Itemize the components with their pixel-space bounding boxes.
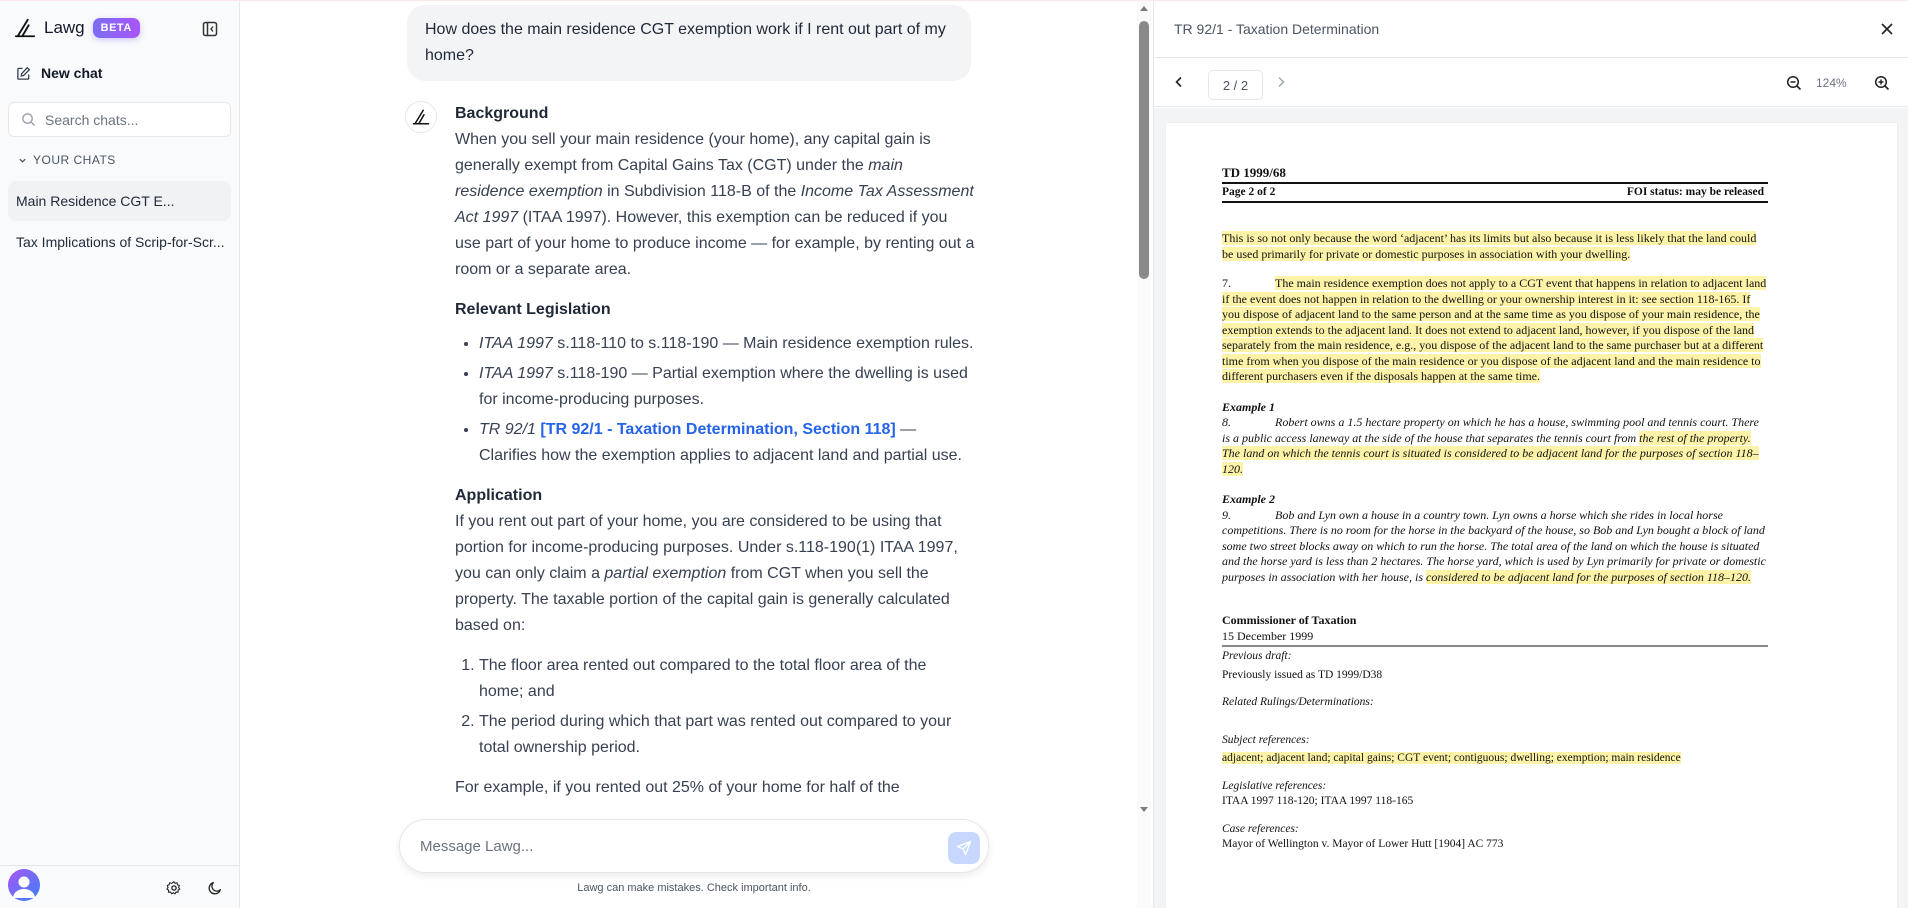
text: from CGT when you sell the property. The taxable portion of the capital gain is generally calculated based on: (455, 565, 950, 634)
legislation-item (479, 417, 975, 469)
doc-paragraph-8 (1222, 415, 1768, 477)
previous-draft: Previously issued as TD 1999/D38 (1222, 668, 1383, 681)
send-icon (956, 840, 972, 856)
new-chat-label: New chat (41, 65, 103, 81)
scroll-down-arrow-icon[interactable] (1140, 807, 1148, 812)
chat-item-title: Tax Implications of Scrip-for-Scr... (16, 234, 225, 250)
your-chats-toggle[interactable] (18, 153, 116, 167)
viewer-header (1154, 1, 1908, 58)
assistant-avatar (405, 101, 437, 133)
assistant-response (455, 101, 975, 815)
chat-item[interactable] (8, 222, 231, 262)
lawg-logo-icon (14, 17, 36, 39)
factor-item: 2. The period during which that part was rented out compared to your total ownership period. (479, 709, 975, 761)
subject-refs (1222, 751, 1768, 767)
scroll-thumb[interactable] (1139, 21, 1149, 279)
zoom-out-icon[interactable] (1786, 75, 1802, 91)
doc-paragraph (1222, 231, 1768, 262)
highlighted-text: This is so not only because the word ‘adjacent’ has its limits but also because it is less likely that the land could be used primarily for private or domestic purposes in association with your dwelling. (1222, 231, 1757, 261)
settings-gear-icon[interactable] (166, 880, 182, 896)
chat-area (240, 1, 1145, 908)
text: Bob and Lyn own a house in a country town. Lyn owns a horse which she rides in local horse competitions. There is no room for the horse in the backyard of the house, so Bob and Lyn bought a block of land some two street blocks away on which to run the horse. The total area of the land on which the house is situated and the horse yard is less than 2 hectares. The horse yard, which is used by Lyn primarily for private or domestic purposes in association with her house, is (1222, 507, 1766, 584)
legislation-item (479, 361, 975, 413)
close-icon[interactable] (1878, 20, 1896, 38)
emphasis: partial exemption (604, 565, 727, 582)
user-icon (8, 869, 40, 901)
chevron-down-icon (18, 156, 27, 165)
text: When you sell your main residence (your home), any capital gain is generally exempt from Capital Gains Tax (CGT) under the (455, 131, 931, 174)
chat-scrollbar[interactable] (1137, 1, 1151, 908)
legislative-refs-label: Legislative references: (1222, 779, 1327, 792)
document-page (1166, 123, 1897, 908)
legislation-list (455, 331, 975, 469)
doc-id: TD 1999/68 (1222, 165, 1768, 184)
search-chats-input[interactable] (45, 112, 215, 128)
act-name: ITAA 1997 (479, 365, 553, 382)
highlighted-text: adjacent; adjacent land; capital gains; CGT event; contiguous; dwelling; exemption; main residence (1222, 752, 1681, 764)
para-number: 8. (1222, 415, 1231, 429)
edit-icon (16, 66, 31, 81)
text: Robert owns a 1.5 hectare property on which he has a house, swimming pool and tennis court. There is a public access laneway at the side of the house that separates the tennis court from (1222, 415, 1759, 445)
application-paragraph (455, 509, 975, 639)
application-heading: Application (455, 487, 543, 504)
chat-item-title: Main Residence CGT E... (16, 193, 175, 209)
doc-paragraph-7 (1222, 276, 1768, 385)
new-chat-button[interactable] (16, 65, 102, 81)
scroll-up-arrow-icon[interactable] (1140, 6, 1148, 11)
factor-item: 1. The floor area rented out compared to the total floor area of the home; and (479, 653, 975, 705)
beta-badge: BETA (93, 18, 140, 38)
legislative-refs: ITAA 1997 118-120; ITAA 1997 118-165 (1222, 795, 1414, 807)
text: s.118-110 to s.118-190 — Main residence exemption rules. (552, 335, 974, 352)
foi-status: FOI status: may be released (1626, 185, 1764, 198)
emphasis: Income Tax Assessment Act 1997 (455, 183, 974, 226)
your-chats-label: YOUR CHATS (33, 153, 116, 167)
document-canvas[interactable] (1154, 108, 1908, 908)
para-number: 9. (1222, 507, 1231, 522)
moon-icon[interactable] (207, 880, 223, 896)
legislation-item (479, 331, 975, 357)
highlighted-text: The main residence exemption does not apply to a CGT event that happens in relation to adjacent land if the event does not happen in relation to the dwelling or your ownership interest in it: see section 118-165. If you dispose of adjacent land to the same person and at the same time as you dispose of your main residence, the exemption extends to the adjacent land. It does not extend to adjacent land, however, if you dispose of the land separately from the main residence, e.g., you dispose of the adjacent land to the same purchaser but at a different time from when you dispose of the main residence or you dispose of the adjacent land and the main residence to different purchasers even if the disposals happen at the same time. (1222, 276, 1767, 383)
case-refs-label: Case references: (1222, 822, 1299, 835)
doc-date: 15 December 1999 (1222, 628, 1314, 643)
background-heading: Background (455, 105, 549, 122)
app-name: Lawg (44, 18, 85, 37)
disclaimer: Lawg can make mistakes. Check important info. (577, 882, 811, 894)
factors-list (455, 653, 975, 761)
example-1-title: Example 1 (1222, 399, 1275, 414)
subject-refs-label: Subject references: (1222, 733, 1310, 746)
send-button[interactable] (948, 832, 980, 864)
collapse-sidebar-icon[interactable] (202, 21, 218, 37)
chevron-right-icon[interactable] (1274, 75, 1288, 89)
user-message: How does the main residence CGT exemption work if I rent out part of my home? (407, 5, 971, 81)
chevron-left-icon[interactable] (1172, 75, 1186, 89)
act-name: ITAA 1997 (479, 335, 553, 352)
signatory: Commissioner of Taxation (1222, 613, 1357, 627)
zoom-level: 124% (1816, 76, 1847, 90)
previous-draft-label: Previous draft: (1222, 650, 1292, 662)
citation-link[interactable]: [TR 92/1 - Taxation Determination, Section 118] (540, 421, 896, 438)
message-composer (399, 819, 989, 873)
text: s.118-190 — Partial exemption where the dwelling is used for income-producing purposes. (479, 365, 968, 408)
chat-item[interactable] (8, 181, 231, 221)
search-icon (21, 112, 36, 127)
viewer-toolbar (1154, 58, 1908, 107)
message-input[interactable] (420, 838, 920, 855)
para-number: 7. (1222, 276, 1231, 290)
related-rulings-label: Related Rulings/Determinations: (1222, 696, 1374, 708)
case-refs: Mayor of Wellington v. Mayor of Lower Hutt [1904] AC 773 (1222, 838, 1504, 850)
example-paragraph: For example, if you rented out 25% of your home for half of the (455, 779, 900, 796)
divider (1222, 645, 1768, 647)
text: — Clarifies how the exemption applies to adjacent land and partial use. (479, 421, 962, 464)
brand (14, 17, 140, 39)
zoom-in-icon[interactable] (1874, 75, 1890, 91)
example-2-title: Example 2 (1222, 492, 1275, 506)
search-box (8, 102, 231, 137)
background-paragraph (455, 127, 975, 283)
legislation-heading: Relevant Legislation (455, 301, 611, 318)
doc-subheader (1222, 184, 1768, 204)
lawg-logo-icon (412, 108, 430, 126)
page-indicator[interactable]: 2 / 2 (1208, 70, 1263, 100)
highlighted-text: the rest of the property. The land on which the tennis court is situated is considered to be adjacent land for the purposes of section 118–120. (1222, 430, 1759, 476)
user-avatar[interactable] (8, 869, 40, 901)
document-viewer (1153, 1, 1908, 908)
text: in Subdivision 118-B of the (602, 183, 801, 200)
text: (ITAA 1997). However, this exemption can be reduced if you use part of your home to produce income — for example, by renting out a room or a separate area. (455, 209, 975, 278)
text: If you rent out part of your home, you are considered to be using that portion for income-producing purposes. Under s.118-190(1) ITAA 1997, you can only claim a (455, 513, 958, 582)
emphasis: main residence exemption (455, 157, 903, 200)
act-name: TR 92/1 (479, 421, 536, 438)
highlighted-text: considered to be adjacent land for the purposes of section 118–120. (1426, 569, 1751, 584)
doc-page-label: Page 2 of 2 (1222, 185, 1276, 198)
sidebar (0, 1, 240, 908)
viewer-title: TR 92/1 - Taxation Determination (1174, 21, 1380, 37)
doc-paragraph-9 (1222, 508, 1768, 586)
